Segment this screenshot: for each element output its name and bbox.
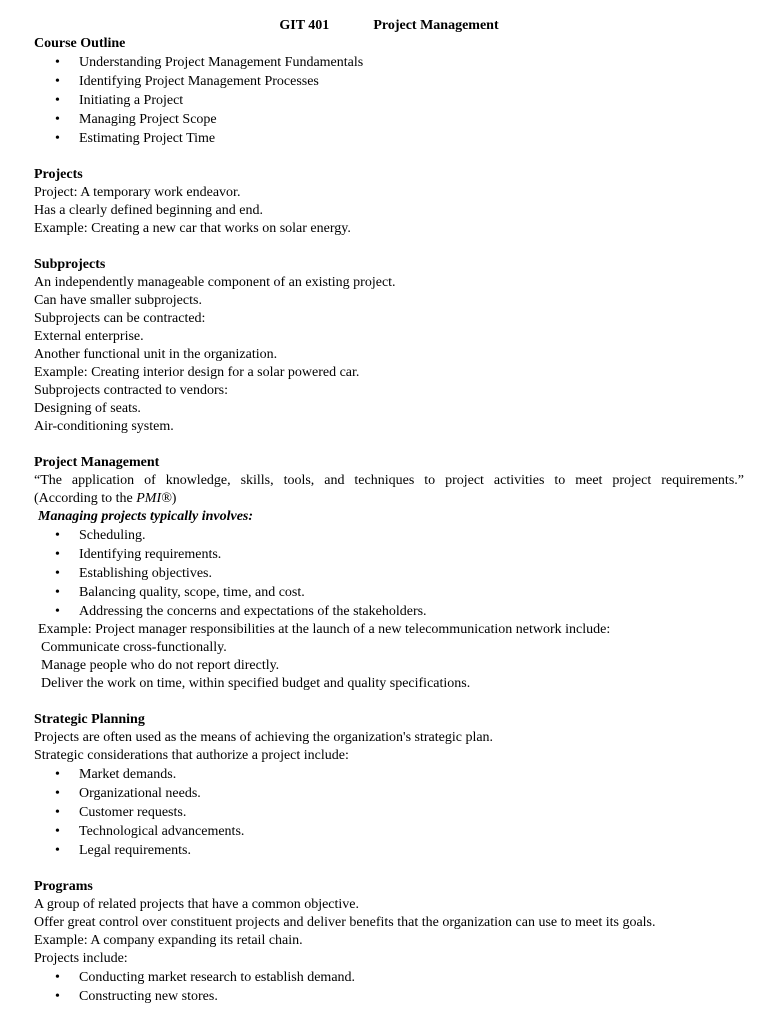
example-line: Example: Project manager responsibilities at the launch of a new telecommunication network include: [38, 622, 611, 637]
programs-section [34, 878, 744, 1006]
text-line: Offer great control over constituent projects and deliver benefits that the organization can use to meet its goals. [34, 915, 656, 930]
list-item: • Conducting market research to establish demand. [34, 968, 744, 987]
pmi-name: PMI® [136, 491, 172, 506]
text-line: A group of related projects that have a common objective. [34, 897, 360, 912]
strategic-considerations-list [34, 765, 744, 860]
course-code: GIT 401 [279, 18, 330, 33]
list-item: • Legal requirements. [34, 841, 744, 860]
text-line: Subprojects contracted to vendors: [34, 383, 229, 398]
projects-heading: Projects [34, 167, 83, 182]
list-item: • Understanding Project Management Fundamentals [34, 53, 744, 72]
projects-section [34, 166, 744, 238]
list-item: • Balancing quality, scope, time, and cost. [34, 583, 744, 602]
text-line: Has a clearly defined beginning and end. [34, 203, 263, 218]
strategic-planning-section [34, 711, 744, 860]
list-item: • Identifying requirements. [34, 545, 744, 564]
text-line: Designing of seats. [34, 401, 141, 416]
subprojects-section [34, 256, 744, 436]
list-item: • Organizational needs. [34, 784, 744, 803]
text-line: Strategic considerations that authorize a project include: [34, 748, 349, 763]
involves-heading: Managing projects typically involves: [38, 509, 254, 524]
list-item: • Scheduling. [34, 526, 744, 545]
text-line: Deliver the work on time, within specified budget and quality specifications. [41, 676, 471, 691]
course-outline-section [34, 35, 744, 148]
course-outline-heading: Course Outline [34, 36, 126, 51]
text-line: Can have smaller subprojects. [34, 293, 202, 308]
source-prefix: (According to the [34, 491, 137, 506]
list-item: • Market demands. [34, 765, 744, 784]
text-line: Example: Creating interior design for a solar powered car. [34, 365, 360, 380]
list-item: • Customer requests. [34, 803, 744, 822]
list-item: • Identifying Project Management Processes [34, 72, 744, 91]
text-line: Air-conditioning system. [34, 419, 174, 434]
text-line: Another functional unit in the organization. [34, 347, 278, 362]
subprojects-heading: Subprojects [34, 257, 106, 272]
text-line: Project: A temporary work endeavor. [34, 185, 241, 200]
list-item: • Establishing objectives. [34, 564, 744, 583]
text-line: Subprojects can be contracted: [34, 311, 206, 326]
text-line: An independently manageable component of an existing project. [34, 275, 396, 290]
document-page [34, 17, 744, 1006]
text-line: Example: A company expanding its retail chain. [34, 933, 303, 948]
list-item: • Technological advancements. [34, 822, 744, 841]
strategic-planning-heading: Strategic Planning [34, 712, 145, 727]
course-title: Project Management [373, 18, 499, 33]
text-line: Manage people who do not report directly. [41, 658, 280, 673]
programs-heading: Programs [34, 879, 93, 894]
text-line: Example: Creating a new car that works on solar energy. [34, 221, 351, 236]
pmi-definition-quote: “The application of knowledge, skills, tools, and techniques to project activities to meet project requirements.” [34, 473, 744, 488]
program-projects-list [34, 968, 744, 1006]
course-outline-list [34, 53, 744, 148]
list-item: • Estimating Project Time [34, 129, 744, 148]
involves-list [34, 526, 744, 621]
document-title [34, 17, 744, 35]
text-line: External enterprise. [34, 329, 144, 344]
text-line: Communicate cross-functionally. [41, 640, 227, 655]
pmi-source-line [34, 490, 744, 508]
project-management-section [34, 454, 744, 693]
text-line: Projects include: [34, 951, 128, 966]
source-suffix: ) [171, 491, 177, 506]
list-item: • Managing Project Scope [34, 110, 744, 129]
list-item: • Addressing the concerns and expectations of the stakeholders. [34, 602, 744, 621]
list-item: • Initiating a Project [34, 91, 744, 110]
list-item: • Constructing new stores. [34, 987, 744, 1006]
text-line: Projects are often used as the means of achieving the organization's strategic plan. [34, 730, 494, 745]
project-management-heading: Project Management [34, 455, 160, 470]
